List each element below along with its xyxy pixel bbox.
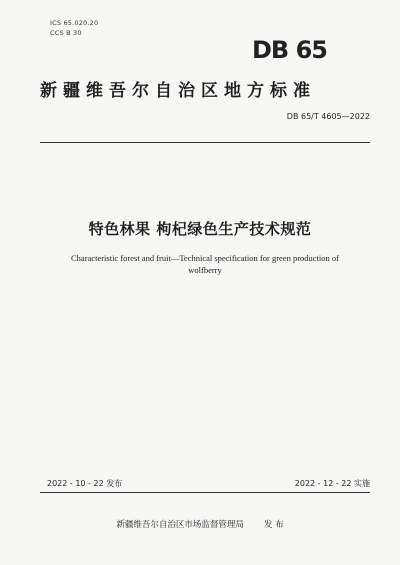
- footer-divider: [40, 492, 370, 493]
- issuer-name: 新疆维吾尔自治区市场监督管理局: [116, 520, 244, 530]
- header-divider: [40, 142, 370, 143]
- issuer-line: [0, 518, 400, 530]
- issuer-action: 发 布: [263, 520, 284, 530]
- english-title-line-2: wolfberry: [188, 265, 222, 275]
- chinese-title: 特色林果 枸杞绿色生产技术规范: [88, 220, 312, 238]
- english-title-line-1: Characteristic forest and fruit—Technical specification for green production of: [71, 253, 339, 263]
- implementation-date: 2022 - 12 - 22 实施: [294, 479, 370, 488]
- db-logo: DB 65: [252, 36, 327, 64]
- release-date: 2022 - 10 - 22 发布: [47, 479, 123, 488]
- ics-code: ICS 65.020.20: [50, 19, 99, 27]
- english-title: [40, 252, 370, 276]
- ccs-code: CCS B 30: [50, 29, 82, 37]
- standard-number: DB 65/T 4605—2022: [286, 112, 370, 121]
- classification-codes: [50, 18, 98, 38]
- organization-type: 新疆维吾尔自治区地方标准: [40, 81, 316, 101]
